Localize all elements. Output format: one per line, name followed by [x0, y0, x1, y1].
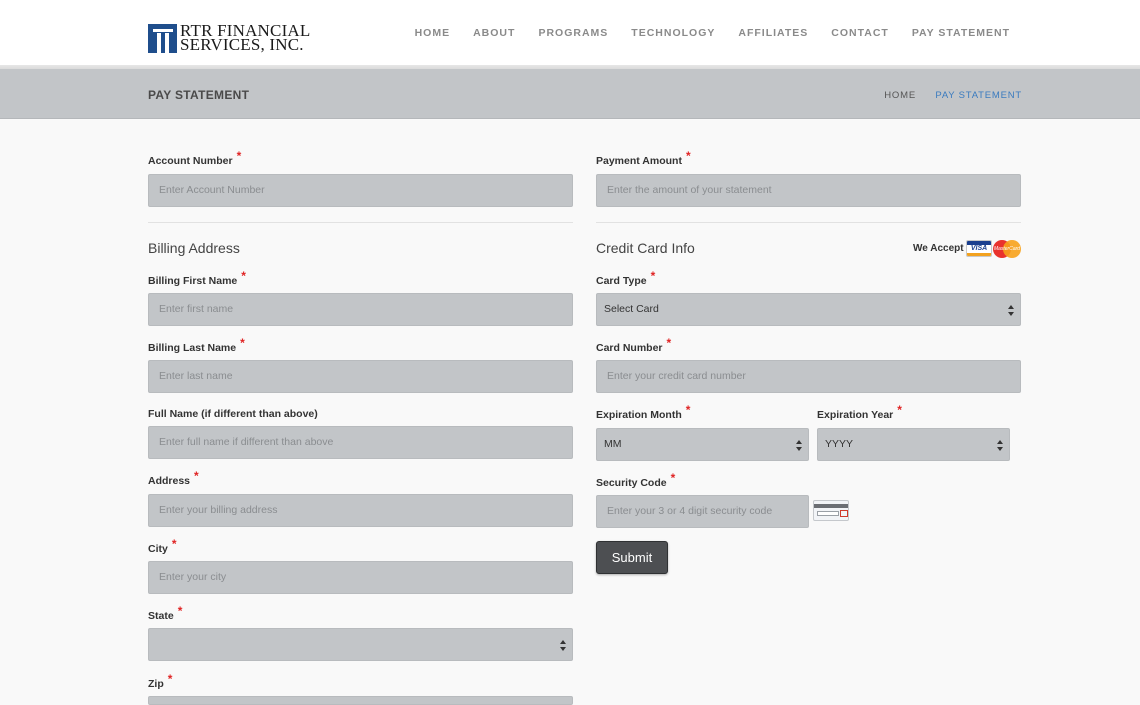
zip-label: Zip * — [148, 672, 173, 690]
billing-address-title: Billing Address — [148, 240, 240, 256]
mastercard-icon: MasterCard — [993, 240, 1021, 258]
nav-pay-statement[interactable]: PAY STATEMENT — [911, 27, 1010, 39]
required-marker: * — [171, 537, 177, 551]
required-marker: * — [650, 269, 656, 283]
required-marker: * — [194, 469, 199, 483]
required-marker: * — [240, 336, 245, 350]
city-label: City * — [148, 537, 177, 555]
main-nav — [392, 27, 1010, 39]
credit-card-info-title: Credit Card Info — [596, 240, 695, 256]
divider — [596, 222, 1021, 223]
required-marker: * — [685, 149, 691, 163]
required-marker: * — [897, 403, 902, 417]
billing-first-name-label: Billing First Name * — [148, 269, 246, 287]
required-marker: * — [177, 604, 183, 618]
zip-input[interactable] — [148, 696, 573, 705]
card-back-cvv-icon — [813, 500, 849, 521]
select-arrows-icon — [560, 640, 566, 651]
required-marker: * — [666, 336, 672, 350]
select-arrows-icon — [796, 440, 802, 451]
card-number-label: Card Number * — [596, 336, 672, 354]
nav-about[interactable]: ABOUT — [473, 27, 516, 39]
state-label: State * — [148, 604, 183, 622]
expiration-month-value: MM — [604, 438, 622, 450]
address-label: Address * — [148, 469, 199, 487]
nav-home[interactable]: HOME — [414, 27, 451, 39]
visa-card-icon: VISA — [966, 240, 992, 257]
nav-contact[interactable]: CONTACT — [831, 27, 889, 39]
payment-amount-input[interactable]: Enter the amount of your statement — [596, 174, 1021, 207]
submit-button[interactable]: Submit — [596, 541, 668, 574]
divider — [148, 222, 573, 223]
breadcrumb — [884, 90, 1022, 101]
state-select[interactable] — [148, 628, 573, 661]
logo-mark-icon — [148, 24, 177, 53]
card-type-label: Card Type * — [596, 269, 656, 287]
required-marker: * — [670, 471, 676, 485]
full-name-label: Full Name (if different than above) — [148, 408, 318, 420]
required-marker: * — [241, 269, 246, 283]
required-marker: * — [236, 149, 242, 163]
expiration-year-value: YYYY — [825, 438, 854, 450]
expiration-month-label: Expiration Month * — [596, 403, 691, 421]
city-input[interactable]: Enter your city — [148, 561, 573, 594]
nav-affiliates[interactable]: AFFILIATES — [738, 27, 809, 39]
expiration-year-label: Expiration Year * — [817, 403, 902, 421]
required-marker: * — [685, 403, 691, 417]
page-title: PAY STATEMENT — [148, 88, 250, 102]
page-title-bar — [0, 69, 1140, 119]
select-arrows-icon — [997, 440, 1003, 451]
site-header — [0, 0, 1140, 65]
we-accept-label: We Accept — [913, 243, 964, 254]
required-marker: * — [167, 672, 173, 686]
expiration-month-select[interactable] — [596, 428, 809, 461]
billing-first-name-input[interactable]: Enter first name — [148, 293, 573, 326]
address-input[interactable]: Enter your billing address — [148, 494, 573, 527]
card-type-select-value: Select Card — [604, 303, 659, 315]
account-number-input[interactable]: Enter Account Number — [148, 174, 573, 207]
breadcrumb-home[interactable]: HOME — [884, 90, 916, 101]
nav-technology[interactable]: TECHNOLOGY — [631, 27, 716, 39]
account-number-label: Account Number * — [148, 149, 242, 167]
full-name-input[interactable]: Enter full name if different than above — [148, 426, 573, 459]
card-number-input[interactable]: Enter your credit card number — [596, 360, 1021, 393]
logo-text-line2: SERVICES, INC. — [180, 35, 304, 54]
breadcrumb-current: PAY STATEMENT — [935, 90, 1022, 101]
logo-text-line1: RTR FINANCIAL — [180, 21, 311, 40]
billing-last-name-input[interactable]: Enter last name — [148, 360, 573, 393]
expiration-year-select[interactable] — [817, 428, 1010, 461]
payment-amount-label: Payment Amount * — [596, 149, 691, 167]
select-arrows-icon — [1008, 305, 1014, 316]
logo[interactable] — [148, 21, 311, 54]
billing-last-name-label: Billing Last Name * — [148, 336, 245, 354]
card-type-select[interactable] — [596, 293, 1021, 326]
security-code-label: Security Code * — [596, 471, 676, 489]
nav-programs[interactable]: PROGRAMS — [538, 27, 609, 39]
security-code-input[interactable]: Enter your 3 or 4 digit security code — [596, 495, 809, 528]
